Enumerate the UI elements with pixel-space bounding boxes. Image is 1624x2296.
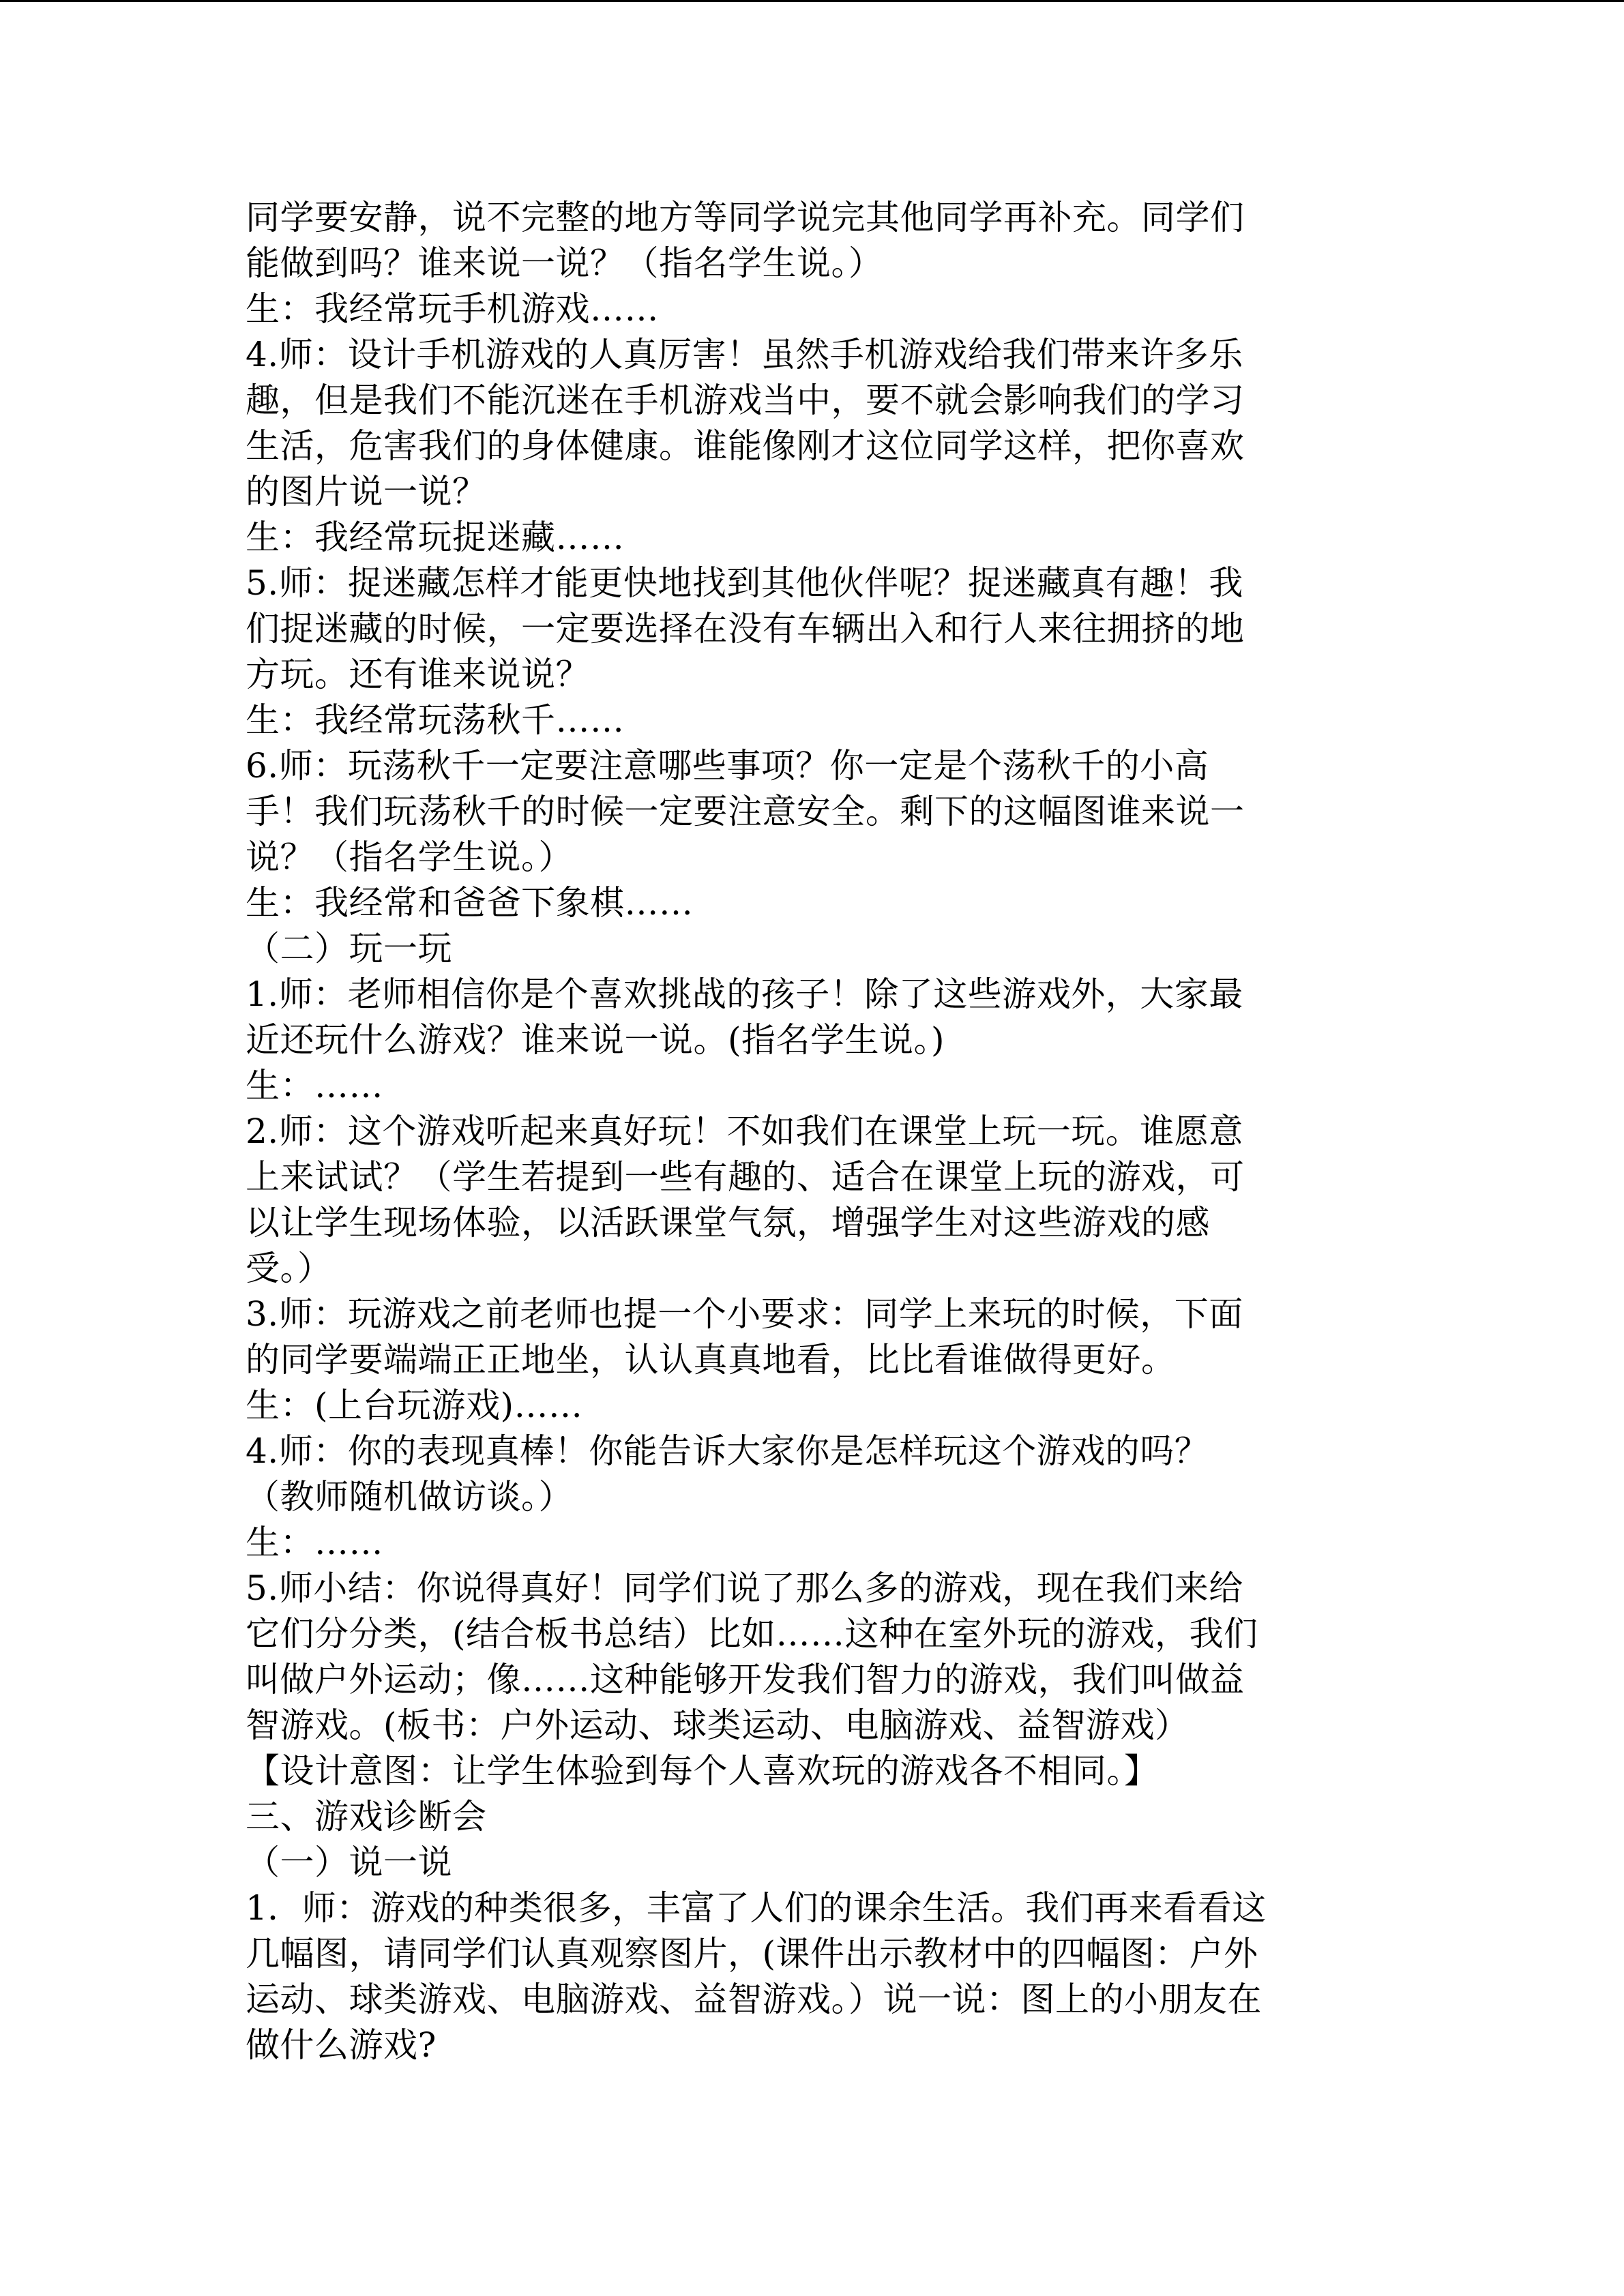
text-line: （教师随机做访谈。）	[246, 1477, 573, 1517]
text-line: 5.师小结：你说得真好！同学们说了那么多的游戏，现在我们来给	[246, 1568, 1243, 1608]
text-line: 2.师：这个游戏听起来真好玩！不如我们在课堂上玩一玩。谁愿意	[246, 1112, 1243, 1151]
section-heading: （一）说一说	[246, 1843, 452, 1882]
text-line: 生活，危害我们的身体健康。谁能像刚才这位同学这样，把你喜欢	[246, 426, 1245, 466]
text-line: 生：……	[246, 1066, 383, 1105]
text-line: 智游戏。(板书：户外运动、球类运动、电脑游戏、益智游戏）	[246, 1705, 1190, 1745]
text-line: 同学要安静，说不完整的地方等同学说完其他同学再补充。同学们	[246, 198, 1245, 237]
text-line: 4.师：设计手机游戏的人真厉害！虽然手机游戏给我们带来许多乐	[246, 335, 1243, 374]
text-line: 的同学要端端正正地坐，认认真真地看，比比看谁做得更好。	[246, 1340, 1176, 1380]
text-line: 5.师：捉迷藏怎样才能更快地找到其他伙伴呢？捉迷藏真有趣！我	[246, 563, 1243, 603]
text-line: 能做到吗？谁来说一说？（指名学生说。）	[246, 243, 883, 283]
top-border-line	[0, 0, 1624, 2]
text-line: 生：……	[246, 1523, 383, 1562]
text-line: 受。）	[246, 1249, 332, 1288]
text-line: 几幅图，请同学们认真观察图片，(课件出示教材中的四幅图：户外	[246, 1934, 1258, 1973]
text-line: 运动、球类游戏、电脑游戏、益智游戏。）说一说：图上的小朋友在	[246, 1980, 1262, 2019]
text-line: 1.师：老师相信你是个喜欢挑战的孩子！除了这些游戏外，大家最	[246, 974, 1243, 1014]
text-line: 6.师：玩荡秋千一定要注意哪些事项？你一定是个荡秋千的小高	[246, 746, 1209, 786]
text-line: 生：我经常和爸爸下象棋……	[246, 883, 694, 923]
text-line: 的图片说一说？	[246, 472, 487, 511]
text-line: 们捉迷藏的时候，一定要选择在没有车辆出入和行人来往拥挤的地	[246, 609, 1245, 648]
document-body	[246, 195, 1378, 2068]
text-line: 方玩。还有谁来说说？	[246, 655, 590, 694]
text-line: 上来试试？（学生若提到一些有趣的、适合在课堂上玩的游戏，可	[246, 1157, 1245, 1197]
text-line: 生：(上台玩游戏)……	[246, 1386, 583, 1425]
text-line: 近还玩什么游戏？谁来说一说。(指名学生说。)	[246, 1020, 945, 1060]
text-line: 以让学生现场体验，以活跃课堂气氛，增强学生对这些游戏的感	[246, 1203, 1210, 1242]
text-line: 4.师：你的表现真棒！你能告诉大家你是怎样玩这个游戏的吗？	[246, 1431, 1209, 1471]
section-heading: （二）玩一玩	[246, 929, 452, 968]
text-line: 生：我经常玩荡秋千……	[246, 700, 625, 740]
text-line: 说？（指名学生说。）	[246, 837, 573, 877]
section-heading: 三、游戏诊断会	[246, 1797, 487, 1836]
text-line: 趣，但是我们不能沉迷在手机游戏当中，要不就会影响我们的学习	[246, 381, 1245, 420]
text-line: 1．师：游戏的种类很多，丰富了人们的课余生活。我们再来看看这	[246, 1888, 1267, 1928]
text-line: 生：我经常玩捉迷藏……	[246, 518, 625, 557]
text-line: 3.师：玩游戏之前老师也提一个小要求：同学上来玩的时候，下面	[246, 1294, 1243, 1334]
text-line: 它们分分类，(结合板书总结）比如……这种在室外玩的游戏，我们	[246, 1614, 1258, 1654]
text-line: 手！我们玩荡秋千的时候一定要注意安全。剩下的这幅图谁来说一	[246, 792, 1245, 831]
text-line: 叫做户外运动；像……这种能够开发我们智力的游戏，我们叫做益	[246, 1660, 1245, 1699]
text-line: 做什么游戏?	[246, 2025, 437, 2065]
text-line: 生：我经常玩手机游戏……	[246, 289, 659, 329]
design-intent-note: 【设计意图：让学生体验到每个人喜欢玩的游戏各不相同。】	[246, 1751, 1159, 1791]
